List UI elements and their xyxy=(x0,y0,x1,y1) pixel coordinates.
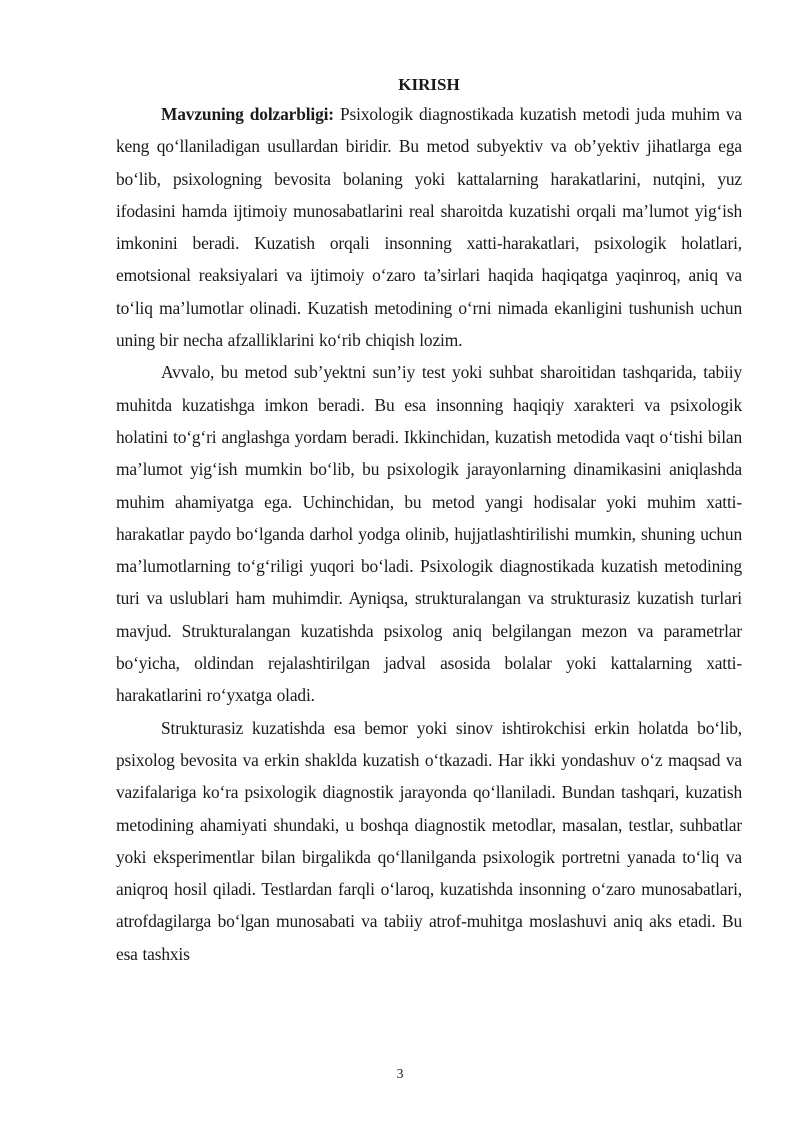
paragraph-lead-label: Mavzuning dolzarbligi: xyxy=(161,104,334,124)
paragraph-text: Psixologik diagnostikada kuzatish metodi juda muhim va keng qo‘llaniladigan usullardan biridir. Bu metod subyektiv va ob’yektiv jihatlarga ega bo‘lib, psixologning bevosita bolaning yoki kattalarning harakatlarini, nutqini, yuz ifodasini hamda ijtimoiy munosabatlarini real sharoitda kuzatishi orqali ma’lumot yig‘ish imkonini beradi. Kuzatish orqali insonning xatti-harakatlari, psixologik holatlari, emotsional reaksiyalari va ijtimoiy o‘zaro ta’sirlari haqida haqiqatga yaqinroq, aniq va to‘liq ma’lumotlar olinadi. Kuzatish metodining o‘rni nimada ekanligini tushunish uchun uning bir necha afzalliklarini ko‘rib chiqish lozim. xyxy=(116,104,742,351)
page-content xyxy=(116,72,742,970)
paragraph-advantages: Avvalo, bu metod sub’yektni sun’iy test yoki suhbat sharoitidan tashqarida, tabiiy muhitda kuzatishga imkon beradi. Bu esa insonning haqiqiy xarakteri va psixologik holatini to‘g‘ri anglashga yordam beradi. Ikkinchidan, kuzatish metodida vaqt o‘tishi bilan ma’lumot yig‘ish mumkin bo‘lib, bu psixologik jarayonlarning dinamikasini aniqlashda muhim ahamiyatga ega. Uchinchidan, bu metod yangi hodisalar yoki muhim xatti-harakatlar paydo bo‘lganda darhol yodga olinib, hujjatlashtirilishi mumkin, shuning uchun ma’lumotlarning to‘g‘riligi yuqori bo‘ladi. Psixologik diagnostikada kuzatish metodining turi va uslublari ham muhimdir. Ayniqsa, strukturalangan va strukturasiz kuzatish turlari mavjud. Strukturalangan kuzatishda psixolog aniq belgilangan mezon va parametrlar bo‘yicha, oldindan rejalashtirilgan jadval asosida bolalar yoki kattalarning xatti-harakatlarini ro‘yxatga oladi. xyxy=(116,362,742,706)
paragraph-relevance xyxy=(116,98,742,356)
paragraph-unstructured: Strukturasiz kuzatishda esa bemor yoki sinov ishtirokchisi erkin holatda bo‘lib, psixolog bevosita va erkin shaklda kuzatish o‘tkazadi. Har ikki yondashuv o‘z maqsad va vazifalariga ko‘ra psixologik diagnostik jarayonda qo‘llaniladi. Bundan tashqari, kuzatish metodining ahamiyati shundaki, u boshqa diagnostik metodlar, masalan, testlar, suhbatlar yoki eksperimentlar bilan birgalikda qo‘llanilganda psixologik portretni yanada to‘liq va aniqroq hosil qiladi. Testlardan farqli o‘laroq, kuzatishda insonning o‘zaro munosabatlari, atrofdagilarga bo‘lgan munosabati va tabiiy atrof-muhitga moslashuvi aniq aks etadi. Bu esa tashxis xyxy=(116,717,742,964)
page-number: 3 xyxy=(396,1067,404,1082)
section-title: KIRISH xyxy=(398,75,460,94)
